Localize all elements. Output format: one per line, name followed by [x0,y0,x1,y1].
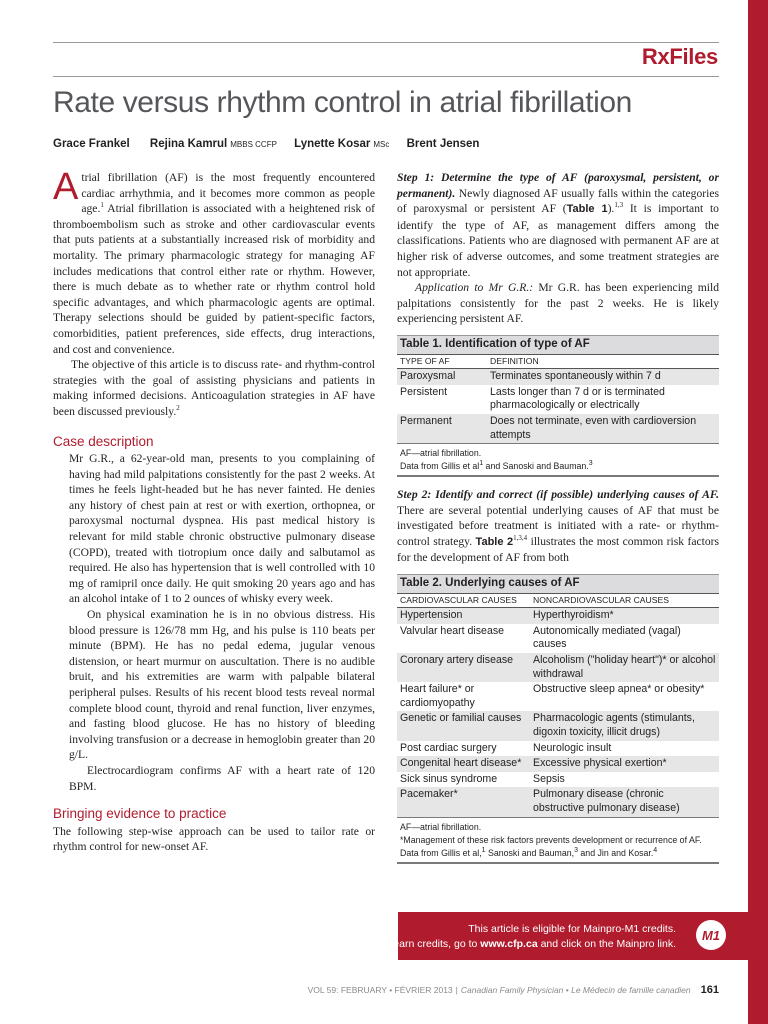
table-row: Coronary artery disease Alcoholism ("holiday heart")* or alcohol withdrawal [397,653,719,682]
objective-paragraph: The objective of this article is to discuss rate- and rhythm-control strategies with the goal of assisting physicians and patients in making informed decisions. Anticoagulation strategies in AF have been discussed previously.$^2$ [53,358,375,418]
table-row: Genetic or familial causes Pharmacologic agents (stimulants, digoxin toxicity, illicit drugs) [397,711,719,740]
footer-journal: Canadian Family Physician • Le Médecin de famille canadien [460,985,691,995]
case-heading: Case description [53,433,154,449]
table1-reference[interactable]: Table 1 [566,203,608,216]
table-1-header: TYPE OF AF DEFINITION [397,354,719,370]
author: Lynette Kosar MSc [294,138,390,150]
cfp-link[interactable]: www.cfp.ca [480,938,538,950]
right-column [397,170,719,874]
footer-volume: VOL 59: FEBRUARY • FÉVRIER 2013 [307,985,453,995]
table-row: Valvular heart disease Autonomically mediated (vagal) causes [400,624,681,651]
table-row: Permanent Does not terminate, even with cardioversion attempts [397,414,719,443]
table-row: Hypertension Hyperthyroidism* [397,608,719,624]
mainpro-m1-badge[interactable]: M1 [696,920,726,950]
table-2-footnote: AF—atrial fibrillation. *Management of these risk factors prevents development or recurrence of AF. Data from Gillis et al,$^1$ Sanoski and Bauman,$^3$ and Jin and Kosar.$^4$ [397,817,719,862]
drop-cap: A [53,166,79,208]
case-paragraph: On physical examination he is in no obvious distress. His blood pressure is 126/78 mm Hg, and his pulse is 110 beats per minute (BPM). He has no pedal edema, jugular venous distension, or heart murmur on auscultation. There is no audible bruit, and his extremities are warm with palpable bilateral peripheral pulses. Results of his recent blood tests reveal normal complete blood count, thyroid and renal function, liver enzymes, and fasting blood glucose. He has no history of bleeding involving transfusion or a decrease in hemoglobin greater than 20 g/L. [69,608,375,762]
table2-reference[interactable]: Table 2 [475,535,514,548]
evidence-paragraph: The following step-wise approach can be used to tailor rate or rhythm control for new-onset AF. [53,824,375,854]
table-1-caption: Table 1. Identification of type of AF [397,335,719,354]
table-2-caption: Table 2. Underlying causes of AF [397,574,719,593]
article-title: Rate versus rhythm control in atrial fibrillation [53,86,632,119]
page-footer: VOL 59: FEBRUARY • FÉVRIER 2013 | Canadian Family Physician • Le Médecin de famille canadien 161 [307,984,719,996]
table-1 [397,335,719,477]
case-body [53,451,375,794]
author: Rejina Kamrul MBBS CCFP [149,138,277,150]
left-column [53,166,375,855]
step1-paragraph: Step 1: Determine the type of AF (paroxysmal, persistent, or permanent). Newly diagnosed AF usually falls within the categories of paroxysmal or persistent AF (Table 1).$^{1,3}$ It is important to identify the type of AF, as management differs among the classifications. Patients who are diagnosed with permanent AF are at higher risk of adverse outcomes, and some treatment strategies are not appropriate. [397,171,719,279]
table-row: Persistent Lasts longer than 7 d or is terminated pharmacologically or electrically [400,385,665,412]
author: Brent Jensen [406,138,480,150]
step2-paragraph: Step 2: Identify and correct (if possible) underlying causes of AF. There are several potential underlying causes of AF that must be investigated before treatment is initiated with a rate- or rhythm-control strategy. Table 2$^{1,3,4}$ illustrates the most common risk factors for the development of AF from both [397,488,720,565]
mainpro-banner [379,912,748,960]
table-row: Heart failure* or cardiomyopathy Obstructive sleep apnea* or obesity* [400,683,705,709]
banner-text: This article is eligible for Mainpro-M1 credits. To earn credits, go to www.cfp.ca and click on the Mainpro link. [379,923,676,950]
table-row: Post cardiac surgery Neurologic insult [400,741,612,754]
top-rule [53,42,719,43]
table-2-header: CARDIOVASCULAR CAUSES NONCARDIOVASCULAR CAUSES [397,593,719,609]
author-line [53,138,733,150]
case-paragraph: Electrocardiogram confirms AF with a heart rate of 120 BPM. [69,763,375,793]
table-row: Congenital heart disease* Excessive physical exertion* [397,756,719,772]
author: Grace Frankel [53,138,130,150]
page-number: 161 [700,984,719,996]
brand-label: RxFiles [641,44,718,69]
brand-rule [53,76,719,77]
table-1-footnote: AF—atrial fibrillation. Data from Gillis et $al^1$ and Sanoski and Bauman.$^3$ [397,443,719,475]
page-edge-bar [748,0,768,1024]
evidence-heading: Bringing evidence to practice [53,806,227,822]
table-row: Pacemaker* Pulmonary disease (chronic obstructive pulmonary disease) [397,787,719,816]
table-2 [397,574,719,864]
table-row: Sick sinus syndrome Sepsis [400,772,565,785]
table-row: Paroxysmal Terminates spontaneously within 7 d [397,369,719,385]
application-paragraph: Application to Mr G.R.: Mr G.R. has been experiencing mild palpitations consistently for the past 2 weeks. He is likely experiencing persistent AF. [397,281,720,326]
case-paragraph: Mr G.R., a 62-year-old man, presents to you complaining of having had mild palpitations consistently for the past 2 weeks. At times he feels light-headed but he has never fainted. He denies any history of chest pain at rest or with exertion, orthopnea, or paroxysmal nocturnal dyspnea. His past medical history is relevant for mild stable chronic obstructive pulmonary disease (COPD), treated with tiotropium once daily and salbutamol as required. He also has hypertension that is well controlled with 10 mg of ramipril once daily. He quit smoking 20 years ago and has an alcohol intake of 1 to 2 ounces of whisky every week. [69,452,375,606]
intro-paragraph: Atrial fibrillation (AF) is the most frequently encountered cardiac arrhythmia, and it becomes more common as people age.$^1$ Atrial fibrillation is associated with a heightened risk of thromboembolism such as stroke and other cardiovascular events that puts patients at a substantially increased risk of morbidity and mortality. The primary pharmacologic strategy for managing AF includes medications that control either rate or rhythm. However, there is much debate as to whether rate or rhythm control hold specific advantages, and which pharmacologic agents are optimal. Therapy selections should be guided by patient-specific factors, comorbidities, patient preferences, side effects, drug interactions, and cost and convenience. [53,166,375,356]
